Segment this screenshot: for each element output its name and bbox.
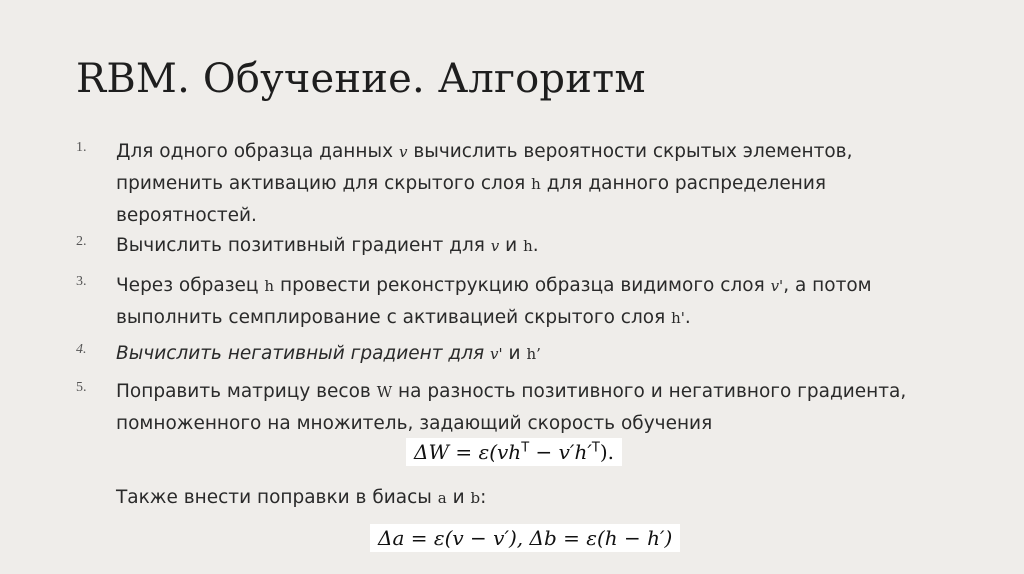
weight-update-formula: $\Delta W = \varepsilon(vh^T - v'h'^T)$. [406, 438, 622, 466]
bias-instruction: Также внести поправки в биасы a и b: [116, 487, 487, 508]
step-number: 5. [76, 380, 87, 395]
slide-title: RBM. Обучение. Алгоритм [76, 56, 646, 102]
step-text: Для одного образца данных v вычислить вероятности скрытых элементов, применить активацию для скрытого слоя h для данного распределения вероятностей. [116, 141, 853, 226]
step-text: Поправить матрицу весов W на разность позитивного и негативного градиента, помноженного на множитель, задающий скорость обучения [116, 381, 907, 434]
step-text: Через образец h провести реконструкцию образца видимого слоя v', а потом выполнить семплирование с активацией скрытого слоя h'. [116, 275, 872, 328]
step-number: 4. [76, 342, 87, 357]
step-number: 1. [76, 140, 87, 155]
step-number: 2. [76, 234, 87, 249]
step-text: Вычислить позитивный градиент для v и h. [116, 235, 539, 256]
bias-update-formula: Δa = ε(v − v′), Δb = ε(h − h′) [370, 524, 680, 552]
step-number: 3. [76, 274, 87, 289]
step-text: Вычислить негативный градиент для v' и h’ [116, 343, 541, 364]
